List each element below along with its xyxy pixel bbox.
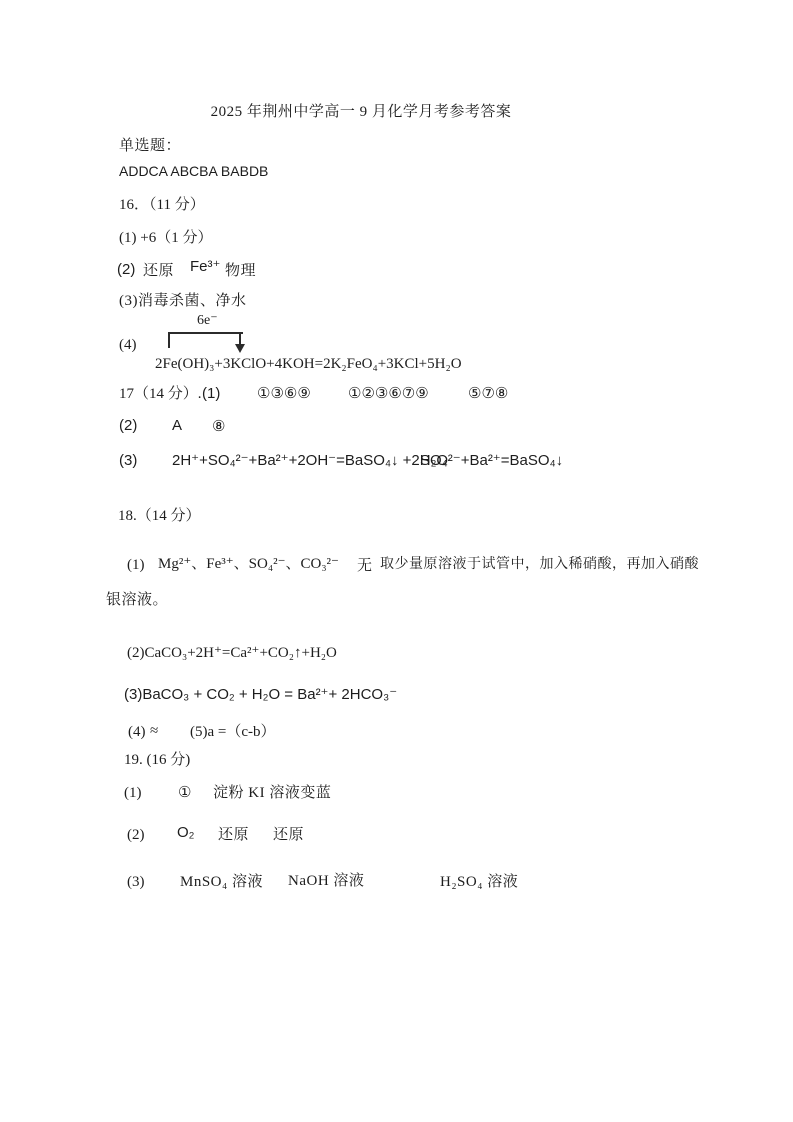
q19-answer-3-num: (3) [127,874,145,890]
q17-ionic-equation-1: 2H⁺+SO₄²⁻+Ba²⁺+2OH⁻=BaSO₄↓ +2H₂O [172,452,449,469]
q19-answer-1-num: (1) [124,785,142,801]
q18-equation-3: (3)BaCO₃ + CO₂ + H₂O = Ba²⁺+ 2HCO₃⁻ [124,686,398,703]
q18-answer-1-num: (1) [127,557,145,573]
q18-ions: Mg²⁺、Fe³⁺、SO₄²⁻、CO₃²⁻ [158,556,339,572]
section-heading: 单选题： [119,138,182,154]
q18-procedure-text-cont: 银溶液。 [106,592,169,608]
q16-answer-2-physical: 物理 [225,263,257,279]
q17-answer-group-3: ⑤⑦⑧ [468,386,509,402]
q19-naoh-solution: NaOH 溶液 [288,873,365,889]
q17-answer-2-num: (2) [119,417,138,434]
choice-answers: ADDCA ABCBA BABDB [119,163,269,179]
q17-answer-group-2: ①②③⑥⑦⑨ [348,386,429,402]
q18-answer-none: 无 [357,558,373,574]
q16-header: 16．（11 分） [119,197,205,213]
page-title: 2025 年荆州中学高一 9 月化学月考参考答案 [210,104,512,120]
q16-answer-2-reduction: 还原 [143,263,175,279]
q17-answer-2-circle: ⑧ [212,419,226,435]
q19-answer-1-text: 淀粉 KI 溶液变蓝 [213,785,332,801]
q19-oxygen-formula: O₂ [177,824,195,841]
q18-equation-2: (2)CaCO₃+2H⁺=Ca²⁺+CO₂↑+H₂O [127,645,337,661]
q19-reduction-1: 还原 [218,827,250,843]
q17-ionic-equation-2: SO₄²⁻+Ba²⁺=BaSO₄↓ [420,452,564,469]
q17-answer-group-1: ①③⑥⑨ [257,386,311,402]
q19-mnso4-solution: MnSO₄ 溶液 [180,874,263,890]
q18-answer-5: (5)a =（c-b） [190,724,276,740]
q16-answer-1: (1) +6（1 分） [119,230,213,246]
electron-transfer-label: 6e⁻ [197,313,218,328]
q19-answer-1-circle: ① [178,785,192,801]
arrow-down-icon [235,344,245,353]
q18-header: 18.（14 分） [118,508,201,524]
q16-equation: 2Fe(OH)₃+3KClO+4KOH=2K₂FeO₄+3KCl+5H₂O [155,356,462,372]
q18-procedure-text: 取少量原溶液于试管中，加入稀硝酸，再加入硝酸 [380,557,699,572]
q19-reduction-2: 还原 [273,827,305,843]
q17-answer-3-num: (3) [119,452,138,469]
q16-answer-2-ion: Fe³⁺ [190,258,221,275]
q16-answer-4-num: (4) [119,337,137,353]
electron-transfer-bracket [168,332,243,348]
q16-answer-3: (3)消毒杀菌、净水 [119,293,247,309]
q19-header: 19. (16 分) [124,752,191,768]
q16-answer-2-num: (2) [117,261,136,278]
q18-answer-4-num: (4) [128,724,146,740]
q18-approx-symbol: ≈ [150,723,159,739]
q19-h2so4-solution: H₂SO₄ 溶液 [440,874,519,890]
q17-header: 17（14 分）. [119,386,202,402]
q17-answer-2-option: A [172,417,183,434]
q19-answer-2-num: (2) [127,827,145,843]
q17-part1-num: (1) [202,385,221,402]
